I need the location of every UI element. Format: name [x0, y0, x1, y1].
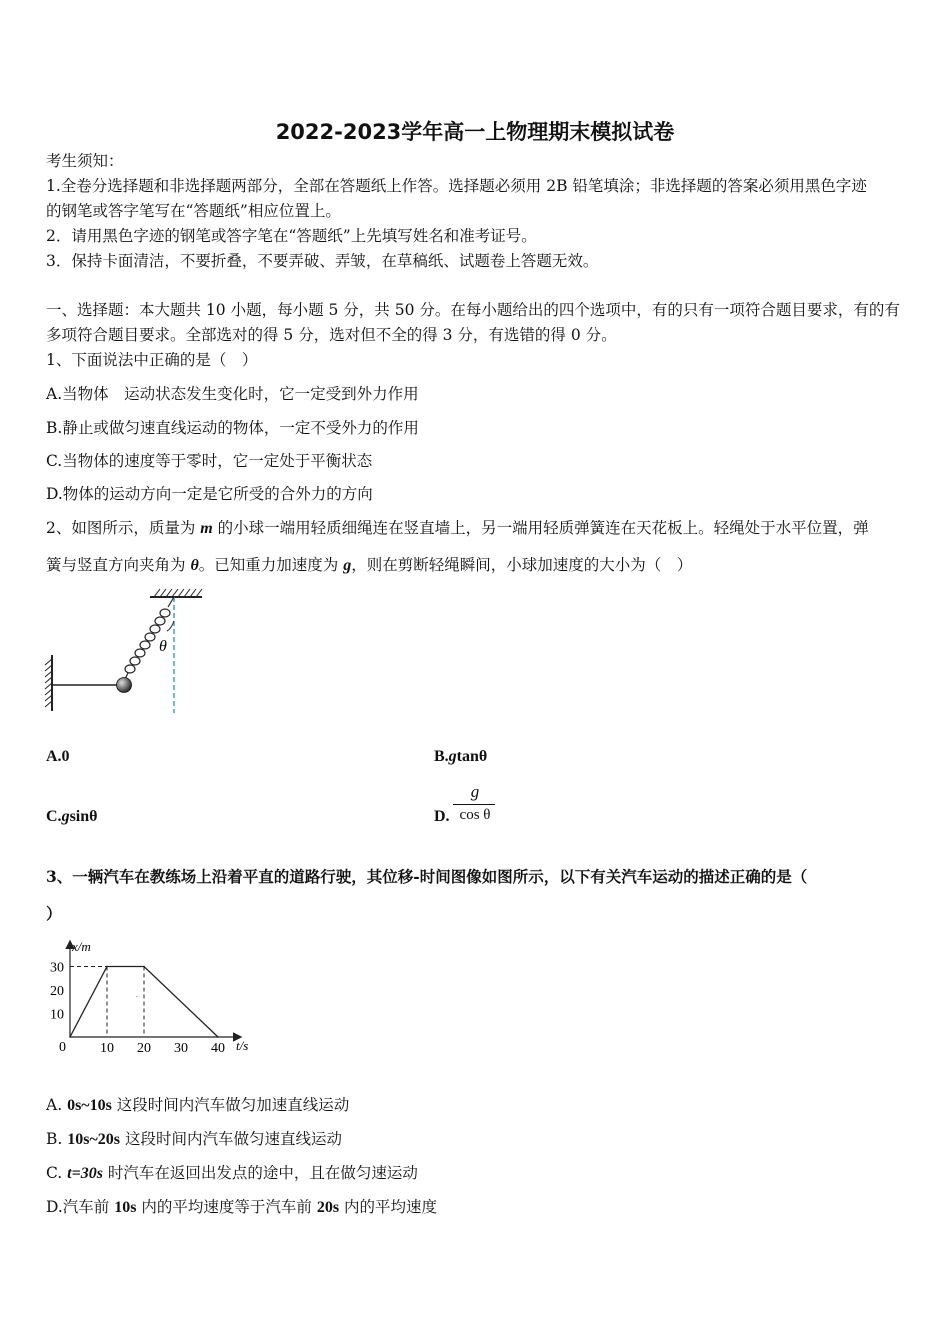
q3-option-c-text: 时汽车在返回出发点的途中，且在做匀速运动	[102, 1164, 418, 1182]
notice-line-1a: 1.全卷分选择题和非选择题两部分，全部在答题纸上作答。选择题必须用 2B 铅笔填涂；非选择题的答案必须用黑色字迹	[46, 177, 867, 195]
q3-option-a-time: 0s~10s	[67, 1097, 112, 1114]
q2-symbol-theta: θ	[190, 557, 199, 574]
q3-option-a	[46, 1094, 349, 1117]
q3-option-b-time: 10s~20s	[67, 1131, 121, 1148]
q1-stem: 1、下面说法中正确的是（ ）	[46, 351, 258, 369]
q1-option-d: D.物体的运动方向一定是它所受的合外力的方向	[46, 485, 373, 503]
q3-option-a-prefix: A.	[46, 1096, 68, 1114]
data-point	[69, 1036, 71, 1038]
q2-option-b-rest: tanθ	[456, 748, 488, 765]
x-tick-label: 10	[100, 1041, 114, 1056]
notice-line-1b: 的钢笔或答字笔写在“答题纸”相应位置上。	[46, 202, 341, 220]
q2-stem-line-2	[46, 554, 692, 577]
q2-symbol-g: g	[343, 557, 352, 574]
y-axis-label: x/m	[72, 939, 91, 954]
section-line-2: 多项符合题目要求。全部选对的得 5 分，选对但不全的得 3 分，有选错的得 0 分。	[46, 326, 617, 344]
notice-line-2: 2．请用黑色字迹的钢笔或答字笔在“答题纸”上先填写姓名和准考证号。	[46, 227, 537, 245]
y-tick-label: 10	[50, 1007, 64, 1023]
data-point	[143, 966, 145, 968]
q3-option-d-prefix: D.汽车前	[46, 1198, 115, 1216]
q1-option-a: A.当物体 运动状态发生变化时，它一定受到外力作用	[46, 385, 419, 403]
q2-option-c-g: g	[61, 808, 70, 825]
q2-stem-text: 的小球一端用轻质细绳连在竖直墙上，另一端用轻质弹簧连在天花板上。轻绳处于水平位置，弹	[212, 519, 869, 537]
q2-option-b-prefix: B.	[434, 748, 449, 765]
q2-option-d-prefix: D.	[434, 808, 450, 825]
notice-line-3: 3．保持卡面清洁，不要折叠，不要弄破、弄皱，在草稿纸、试题卷上答题无效。	[46, 252, 599, 270]
x-tick-label: 40	[211, 1041, 225, 1056]
q1-option-b: B.静止或做匀速直线运动的物体，一定不受外力的作用	[46, 419, 419, 437]
q2-option-c-prefix: C.	[46, 808, 62, 825]
q3-stem-line-1: 3、一辆汽车在教练场上沿着平直的道路行驶，其位移-时间图像如图所示，以下有关汽车运动的描述正确的是（	[46, 867, 808, 886]
q2-spring-figure	[40, 585, 220, 720]
q3-option-d	[46, 1196, 437, 1219]
q2-option-b	[434, 748, 487, 766]
section-line-1: 一、选择题：本大题共 10 小题，每小题 5 分，共 50 分。在每小题给出的四个选项中，有的只有一项符合题目要求，有的有	[46, 301, 900, 319]
x-tick-label: 20	[137, 1041, 151, 1056]
chart-artifact: ·	[135, 991, 139, 1003]
q2-stem-line-1	[46, 517, 869, 540]
q2-option-a: A.0	[46, 748, 70, 765]
q2-stem-text: ，则在剪断轻绳瞬间，小球加速度的大小为（ ）	[351, 556, 693, 574]
q2-option-d-denominator: cos θ	[459, 807, 491, 823]
y-tick-label: 30	[50, 960, 64, 976]
q2-option-c-rest: sinθ	[69, 808, 98, 825]
q2-stem-text: 2、如图所示，质量为	[46, 519, 201, 537]
q3-option-d-time-1: 10s	[114, 1199, 137, 1216]
q3-option-c-time: t=30s	[67, 1165, 103, 1182]
data-point	[106, 966, 108, 968]
notice-heading: 考生须知：	[46, 152, 124, 170]
q3-option-d-text: 内的平均速度等于汽车前	[136, 1198, 317, 1216]
q2-stem-text: 。已知重力加速度为	[198, 556, 344, 574]
q3-option-b-prefix: B.	[46, 1130, 68, 1148]
q3-option-c	[46, 1162, 418, 1185]
x-axis-label: t/s	[236, 1038, 249, 1053]
q3-option-d-text: 内的平均速度	[339, 1198, 437, 1216]
data-point	[217, 1036, 219, 1038]
q1-option-c: C.当物体的速度等于零时，它一定处于平衡状态	[46, 452, 373, 470]
q2-option-c	[46, 808, 97, 826]
q2-option-b-g: g	[448, 748, 457, 765]
q2-symbol-m: m	[200, 520, 213, 537]
q3-option-b	[46, 1128, 342, 1151]
page-title: 2022-2023学年高一上物理期末模拟试卷	[275, 120, 675, 144]
q2-option-d-numerator: g	[470, 782, 480, 801]
q3-stem-line-2: ）	[46, 904, 62, 923]
q3-option-c-prefix: C.	[46, 1164, 68, 1182]
q2-option-d-fraction-bar	[453, 804, 495, 805]
q2-stem-text: 簧与竖直方向夹角为	[46, 556, 191, 574]
y-tick-label: 20	[50, 984, 64, 999]
q3-option-d-time-2: 20s	[316, 1199, 340, 1216]
q3-xt-chart	[40, 930, 270, 1060]
q3-option-b-text: 这段时间内汽车做匀速直线运动	[120, 1130, 342, 1148]
q3-option-a-text: 这段时间内汽车做匀加速直线运动	[111, 1096, 350, 1114]
x-tick-label: 30	[174, 1041, 188, 1056]
origin-label: 0	[59, 1040, 66, 1055]
q2-figure-theta-label: θ	[159, 638, 167, 655]
